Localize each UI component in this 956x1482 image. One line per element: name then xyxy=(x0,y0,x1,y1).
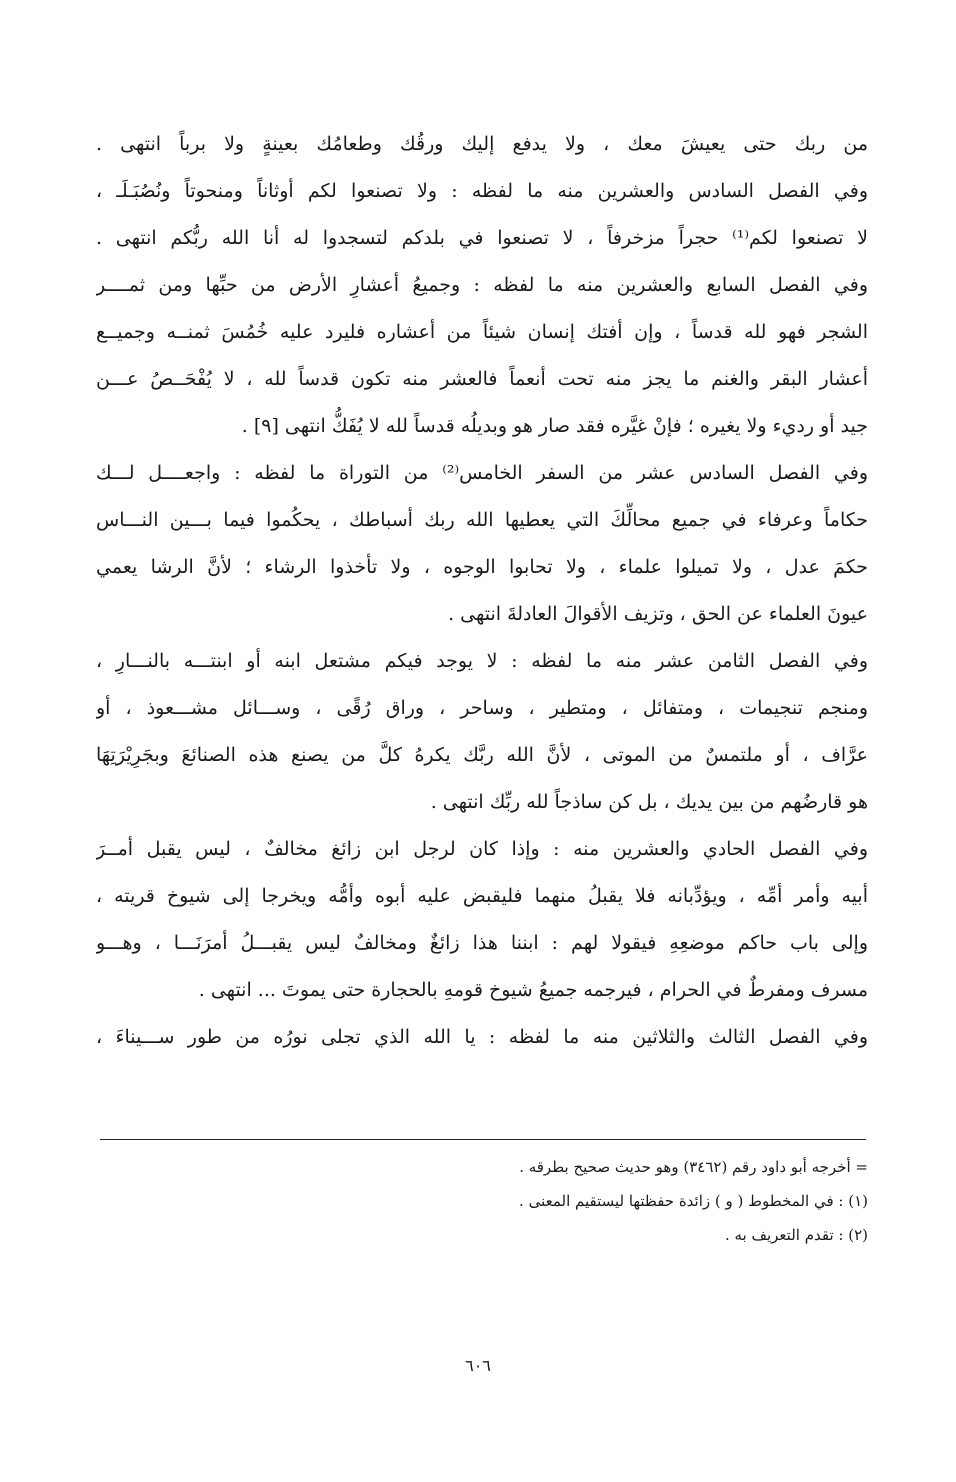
text-line: جيد أو رديء ولا يغيره ؛ فإنْ غيَّره فقد صار هو وبديلُه قدساً لله لا يُفَكُّ انتهى [٩] . xyxy=(241,415,868,437)
text-line: أبيه وأمر أمِّه ، ويؤدِّبانه فلا يقبلُ منهما فليقبض عليه أبوه وأمُّه ويخرجا إلى شيوخ قريته ، xyxy=(96,885,868,907)
text-line: الشجر فهو لله قدساً ، وإن أفتك إنسان شيئاً من أعشاره فليرد عليه خُمُسَ ثمنــه وجميــع xyxy=(96,321,868,343)
text-line: من ربك حتى يعيشَ معك ، ولا يدفع إليك ورقُك وطعامُك بعينةٍ ولا برباً انتهى . xyxy=(96,133,868,155)
text-line: وإلى باب حاكم موضعِهِ فيقولا لهم : ابننا هذا زائغٌ ومخالفٌ ليس يقبـــلُ أمرَنَـــا ، وهـــو xyxy=(96,932,868,954)
text-line: وفي الفصل الثامن عشر منه ما لفظه : لا يوجد فيكم مشتعل ابنه أو ابنتـــه بالنـــارِ ، xyxy=(96,650,868,672)
text-line: لا تصنعوا لكم⁽¹⁾ حجراً مزخرفاً ، لا تصنعوا في بلدكم لتسجدوا له أنا الله ربُّكم انتهى . xyxy=(96,227,868,249)
text-line: وفي الفصل السابع والعشرين منه ما لفظه : وجميعُ أعشارِ الأرض من حبِّها ومن ثمــــر xyxy=(96,274,868,296)
text-line: حكاماً وعرفاء في جميع محالِّكَ التي يعطيها الله ربك أسباطك ، يحكُموا فيما بـــين النـــاس xyxy=(96,509,868,531)
text-line: وفي الفصل السادس عشر من السفر الخامس⁽²⁾ من التوراة ما لفظه : واجعــــل لـــك xyxy=(96,462,868,484)
text-line: ومنجم تنجيمات ، ومتفائل ، ومتطير ، وساحر ، وراق رُقًى ، وســـائل مشـــعوذ ، أو xyxy=(96,697,868,719)
page-number: ٦٠٦ xyxy=(465,1356,491,1375)
text-line: عيونَ العلماء عن الحق ، وتزيف الأقوالَ العادلةَ انتهى . xyxy=(448,603,868,625)
text-line: وفي الفصل الحادي والعشرين منه : وإذا كان لرجل ابن زائغ مخالفٌ ، ليس يقبل أمــرَ xyxy=(96,838,868,860)
footnotes xyxy=(96,1150,868,1252)
text-line: وفي الفصل الثالث والثلاثين منه ما لفظه : يا الله الذي تجلى نورُه من طور ســـيناءَ ، xyxy=(96,1026,868,1048)
main-text xyxy=(96,121,868,1061)
footnote-2: (٢) : تقدم التعريف به . xyxy=(724,1226,868,1244)
text-line: وفي الفصل السادس والعشرين منه ما لفظه : ولا تصنعوا لكم أوثاناً ومنحوتاً ونُصُبَـلَـ ، xyxy=(96,180,868,202)
text-line: مسرف ومفرطٌ في الحرام ، فيرجمه جميعُ شيوخ قومهِ بالحجارة حتى يموتَ ... انتهى . xyxy=(198,979,868,1001)
footnote-continuation: = أخرجه أبو داود رقم (٣٤٦٢) وهو حديث صحيح بطرقه . xyxy=(519,1158,868,1176)
footnote-separator xyxy=(100,1139,866,1140)
footnote-1: (١) : في المخطوط ( و ) زائدة حفظتها ليستقيم المعنى . xyxy=(519,1192,868,1210)
text-line: هو قارضُهم من بين يديك ، بل كن ساذجاً لله ربِّك انتهى . xyxy=(430,791,868,813)
text-line: حكمَ عدل ، ولا تميلوا علماء ، ولا تحابوا الوجوه ، ولا تأخذوا الرشاء ؛ لأنَّ الرشا يعمي xyxy=(96,556,868,578)
text-line: عرَّاف ، أو ملتمسٌ من الموتى ، لأنَّ الله ربَّك يكرهُ كلَّ من يصنع هذه الصنائعَ وبجَرِيْرَتِهَا xyxy=(96,744,868,766)
text-line: أعشار البقر والغنم ما يجز منه تحت أنعماً فالعشر منه تكون قدساً لله ، لا يُفْحَــصُ عـــن xyxy=(96,368,868,390)
